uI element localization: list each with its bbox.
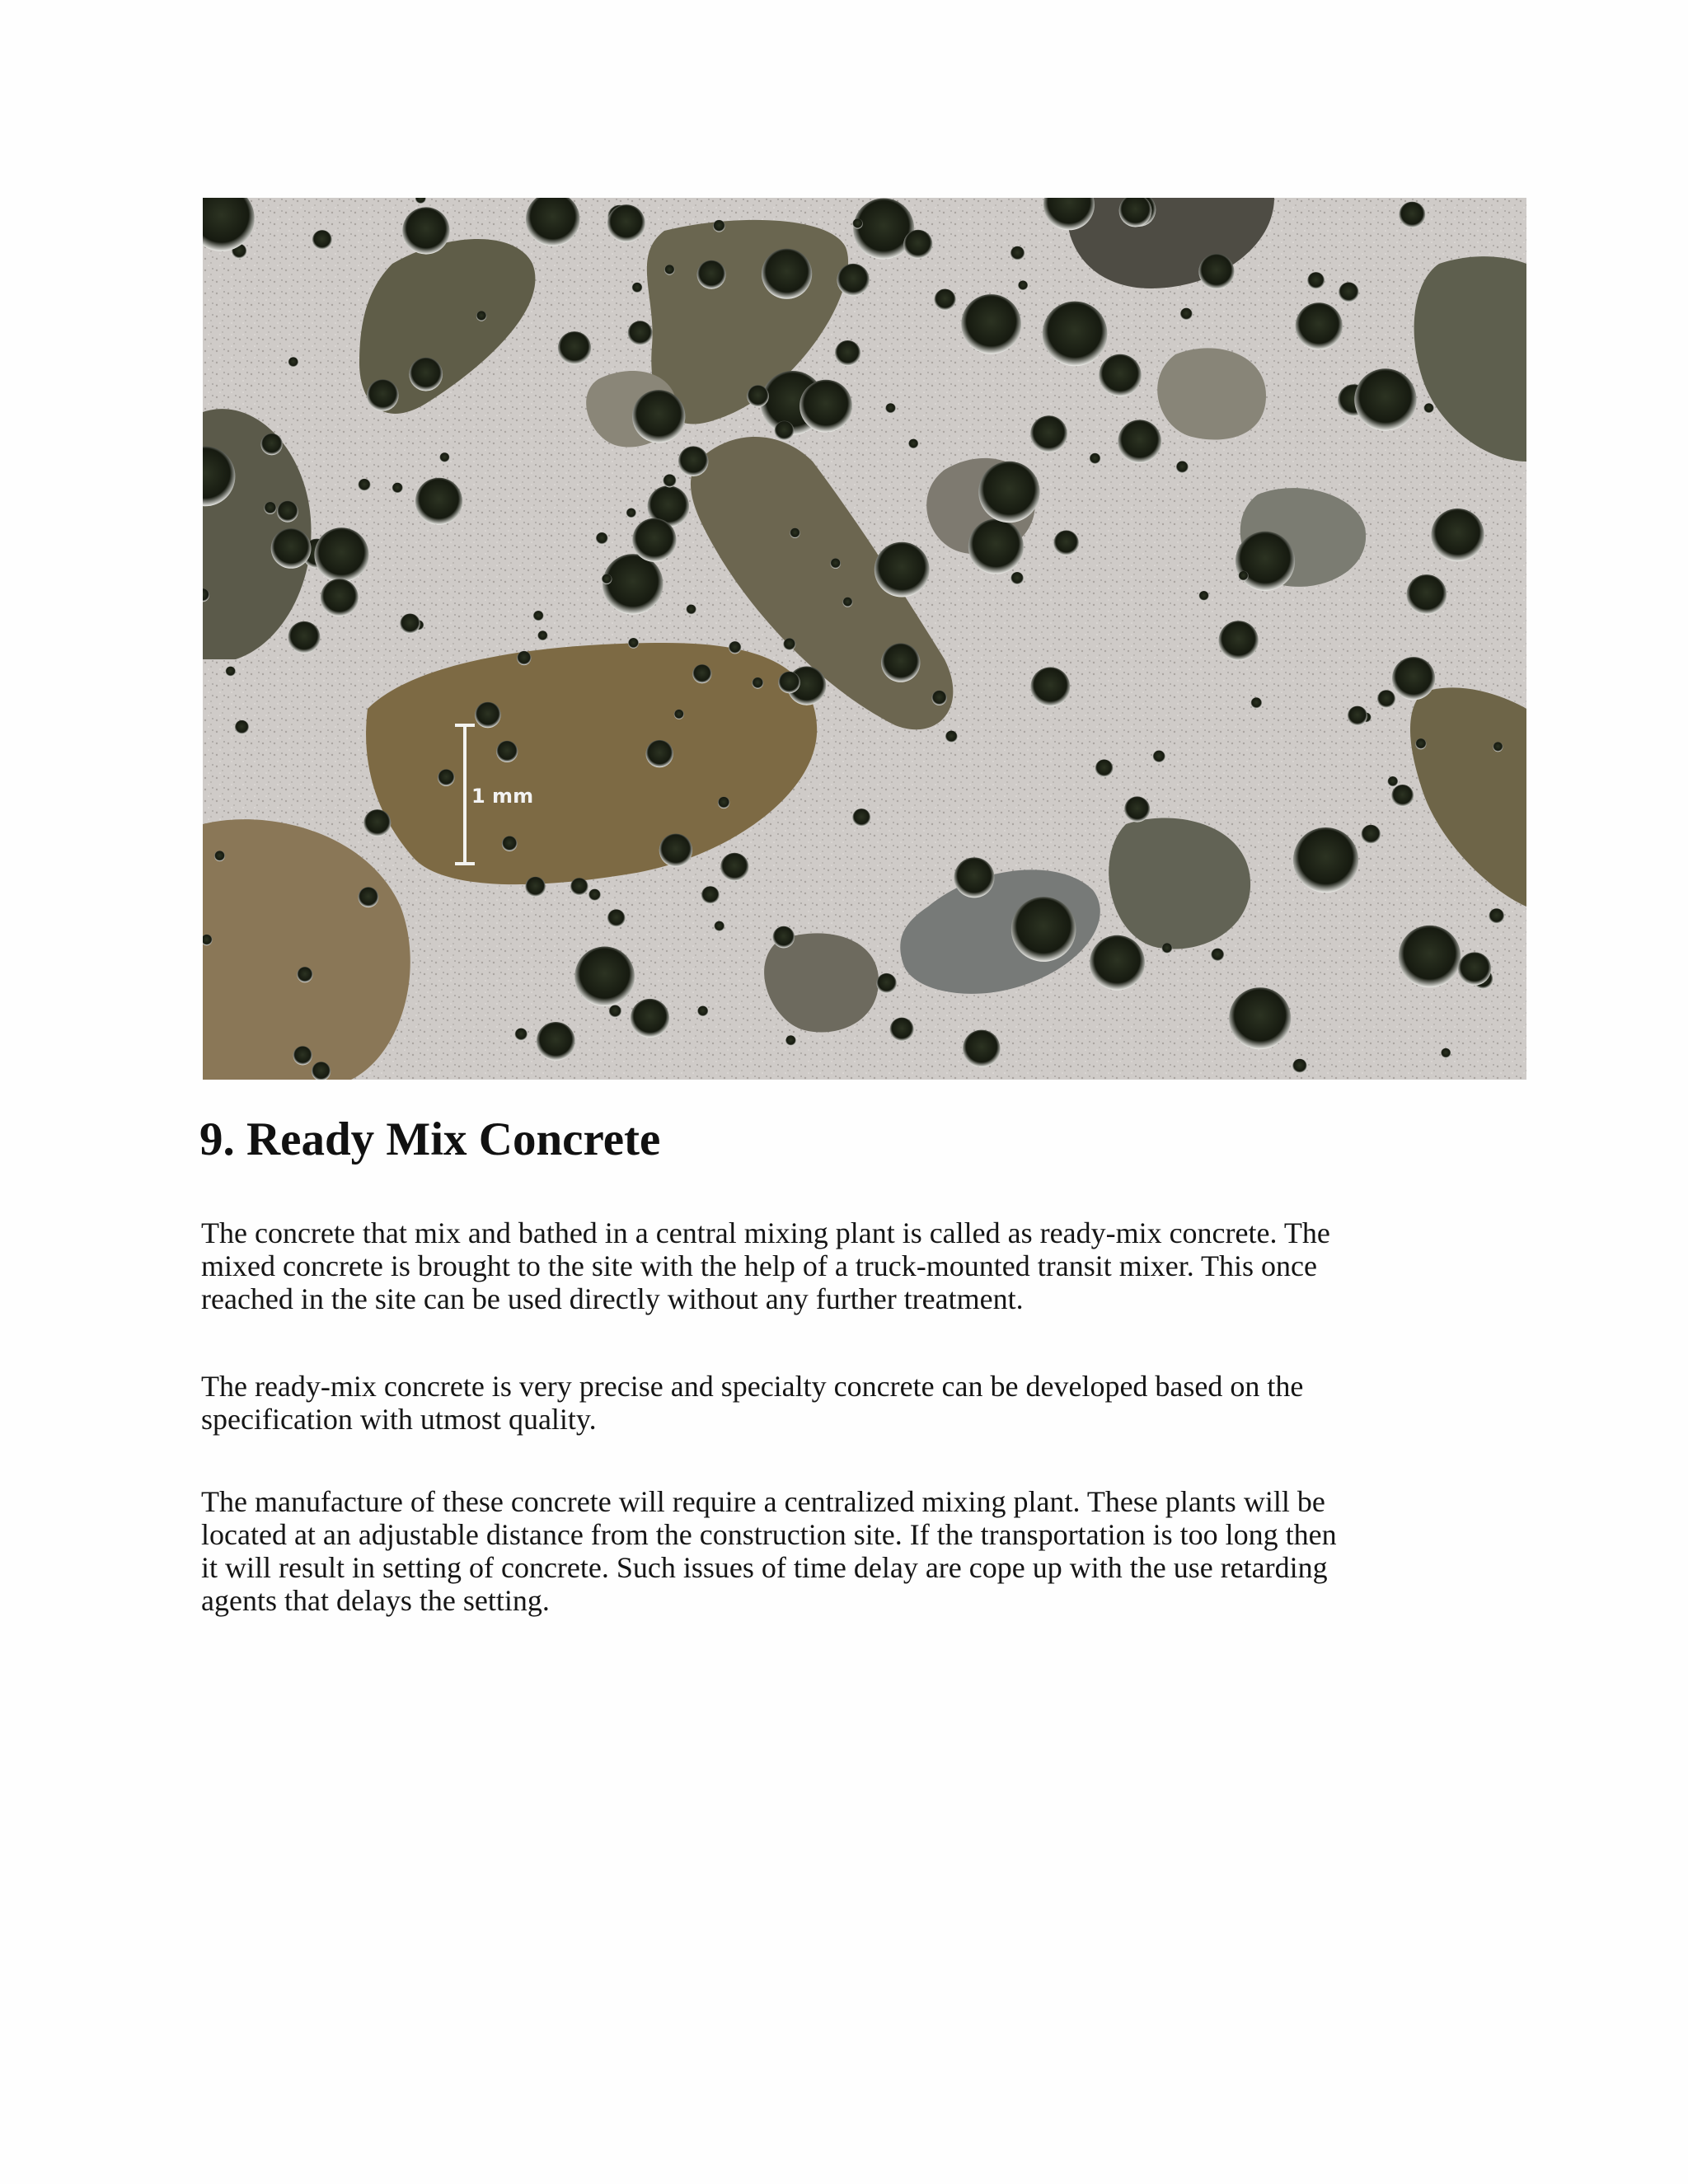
air-void xyxy=(1162,943,1173,954)
air-void xyxy=(632,518,676,562)
air-void xyxy=(785,1035,796,1046)
air-void xyxy=(729,641,741,654)
air-void xyxy=(885,403,895,413)
air-void xyxy=(607,204,645,242)
air-void xyxy=(277,501,298,523)
air-void xyxy=(678,446,709,476)
air-void xyxy=(945,731,958,743)
air-void xyxy=(876,973,896,993)
air-void xyxy=(890,1018,914,1042)
air-void xyxy=(692,664,711,683)
air-void xyxy=(1153,751,1165,763)
air-void xyxy=(1415,738,1426,749)
air-void xyxy=(359,887,379,907)
air-void xyxy=(1377,690,1395,708)
paragraph-line: mixed concrete is brought to the site with the help of a truck-mounted transit mixer. This once xyxy=(201,1249,1318,1282)
air-void xyxy=(588,889,601,902)
air-void xyxy=(747,385,769,407)
air-void xyxy=(235,720,249,734)
air-void xyxy=(1251,697,1262,708)
air-void xyxy=(1219,621,1259,660)
air-void xyxy=(874,542,930,598)
air-void xyxy=(226,667,236,677)
paragraph-2 xyxy=(201,1370,1470,1436)
air-void xyxy=(935,289,956,311)
air-void xyxy=(697,1006,708,1017)
air-void xyxy=(1199,591,1209,601)
paragraph-line: The concrete that mix and bathed in a central mixing plant is called as ready-mix concrete. The xyxy=(201,1216,1330,1249)
air-void xyxy=(968,519,1024,574)
air-void xyxy=(367,379,399,411)
paragraph-line: agents that delays the setting. xyxy=(201,1584,550,1617)
air-void xyxy=(1176,461,1189,473)
air-void xyxy=(1293,827,1358,893)
air-void xyxy=(359,479,371,491)
air-void xyxy=(790,528,799,538)
air-void xyxy=(570,878,588,896)
air-void xyxy=(1118,419,1161,463)
air-void xyxy=(1354,368,1416,430)
air-void xyxy=(687,605,696,615)
air-void xyxy=(908,439,918,449)
air-void xyxy=(288,357,298,367)
air-void xyxy=(515,1029,528,1041)
air-void xyxy=(439,452,449,462)
air-void xyxy=(963,1030,1000,1067)
air-void xyxy=(502,836,518,851)
air-void xyxy=(1239,571,1249,581)
air-void xyxy=(400,614,420,634)
air-void xyxy=(1399,926,1461,987)
air-void xyxy=(1388,776,1399,787)
air-void xyxy=(517,651,531,665)
air-void xyxy=(961,294,1021,354)
air-void xyxy=(392,483,403,494)
air-void xyxy=(1339,282,1358,302)
paragraph-1 xyxy=(201,1216,1470,1315)
air-void xyxy=(954,857,995,898)
air-void xyxy=(881,643,920,682)
air-void xyxy=(260,434,282,455)
scale-bar-label: 1 mm xyxy=(471,785,534,808)
small-aggregate-3 xyxy=(1157,348,1266,439)
air-void xyxy=(533,611,544,621)
air-void xyxy=(1407,574,1447,615)
air-void xyxy=(1053,531,1079,556)
air-void xyxy=(1296,302,1343,349)
air-void xyxy=(799,380,852,433)
air-void xyxy=(321,579,359,616)
air-void xyxy=(602,574,612,584)
air-void xyxy=(775,421,795,441)
section-heading: 9. Ready Mix Concrete xyxy=(199,1113,661,1165)
air-void xyxy=(1348,706,1367,726)
air-void xyxy=(1493,742,1503,752)
air-void xyxy=(701,886,720,904)
air-void xyxy=(496,741,518,762)
air-void xyxy=(1095,759,1114,777)
air-void xyxy=(762,249,812,299)
paragraph-line: specification with utmost quality. xyxy=(201,1403,597,1436)
air-void xyxy=(978,462,1039,523)
paragraph-3 xyxy=(201,1485,1470,1617)
concrete-photo-illustration xyxy=(203,198,1526,1080)
air-void xyxy=(842,598,852,607)
air-void xyxy=(409,358,443,391)
air-void xyxy=(646,740,673,767)
air-void xyxy=(773,926,795,949)
air-void xyxy=(697,260,726,289)
air-void xyxy=(1292,1059,1306,1073)
air-void xyxy=(475,702,501,729)
air-void xyxy=(596,532,608,545)
air-void xyxy=(632,283,643,293)
air-void xyxy=(402,207,449,254)
air-void xyxy=(288,621,321,654)
air-void xyxy=(609,1005,621,1018)
air-void xyxy=(1211,949,1224,962)
air-void xyxy=(1441,1048,1451,1058)
air-void xyxy=(1307,272,1325,289)
air-void xyxy=(1030,415,1067,452)
air-void xyxy=(1011,897,1076,962)
air-void xyxy=(1391,785,1414,807)
air-void xyxy=(837,264,869,296)
air-void xyxy=(314,527,368,582)
air-void xyxy=(1236,532,1295,591)
air-void xyxy=(363,809,391,837)
air-void xyxy=(1399,202,1425,228)
air-void xyxy=(778,672,800,694)
air-void xyxy=(718,797,729,808)
air-void xyxy=(664,265,674,274)
air-void xyxy=(852,808,870,827)
air-void xyxy=(607,909,626,927)
air-void xyxy=(1458,952,1491,985)
air-void xyxy=(438,769,455,786)
air-void xyxy=(603,554,663,614)
air-void xyxy=(271,528,312,569)
air-void xyxy=(903,230,932,259)
air-void xyxy=(264,502,276,514)
air-void xyxy=(1489,908,1504,924)
air-void xyxy=(214,851,225,861)
air-void xyxy=(1010,572,1023,584)
air-void xyxy=(525,877,546,898)
air-void xyxy=(659,834,692,867)
air-void xyxy=(663,474,676,487)
concrete-microstructure-image xyxy=(203,198,1526,1080)
air-void xyxy=(628,638,639,649)
paragraph-line: The manufacture of these concrete will require a centralized mixing plant. These plants will be xyxy=(201,1485,1325,1518)
air-void xyxy=(1362,825,1381,844)
air-void xyxy=(1043,302,1108,367)
air-void xyxy=(537,630,547,640)
air-void xyxy=(852,218,862,228)
air-void xyxy=(1180,308,1193,321)
air-void xyxy=(1030,668,1070,707)
air-void xyxy=(558,331,591,364)
air-void xyxy=(1010,246,1025,260)
air-void xyxy=(1229,987,1291,1049)
air-void xyxy=(720,853,748,881)
air-void xyxy=(932,691,947,705)
air-void xyxy=(835,340,860,366)
air-void xyxy=(1090,935,1145,991)
air-void xyxy=(1424,403,1434,413)
air-void xyxy=(574,947,635,1007)
air-void xyxy=(1124,796,1150,822)
air-void xyxy=(830,558,841,569)
air-void xyxy=(1099,354,1141,396)
air-void xyxy=(312,230,332,250)
air-void xyxy=(631,999,669,1038)
air-void xyxy=(1090,453,1100,464)
air-void xyxy=(476,311,486,321)
paragraph-line: it will result in setting of concrete. Such issues of time delay are cope up with the use retarding xyxy=(201,1551,1328,1584)
air-void xyxy=(1198,254,1234,289)
air-void xyxy=(1018,280,1028,290)
air-void xyxy=(626,509,636,518)
paragraph-line: located at an adjustable distance from the construction site. If the transportation is too long then xyxy=(201,1518,1337,1551)
air-void xyxy=(674,710,684,719)
air-void xyxy=(632,390,685,443)
paragraph-line: reached in the site can be used directly without any further treatment. xyxy=(201,1282,1024,1315)
air-void xyxy=(713,220,725,232)
air-void xyxy=(752,677,763,689)
air-void xyxy=(714,921,724,932)
air-void xyxy=(783,638,795,650)
air-void xyxy=(415,478,462,525)
air-void xyxy=(628,321,653,345)
paragraph-line: The ready-mix concrete is very precise and specialty concrete can be developed based on the xyxy=(201,1370,1304,1403)
air-void xyxy=(293,1046,312,1065)
air-void xyxy=(1431,509,1484,561)
air-void xyxy=(1392,657,1435,700)
air-void xyxy=(537,1022,575,1061)
air-void xyxy=(297,967,312,982)
